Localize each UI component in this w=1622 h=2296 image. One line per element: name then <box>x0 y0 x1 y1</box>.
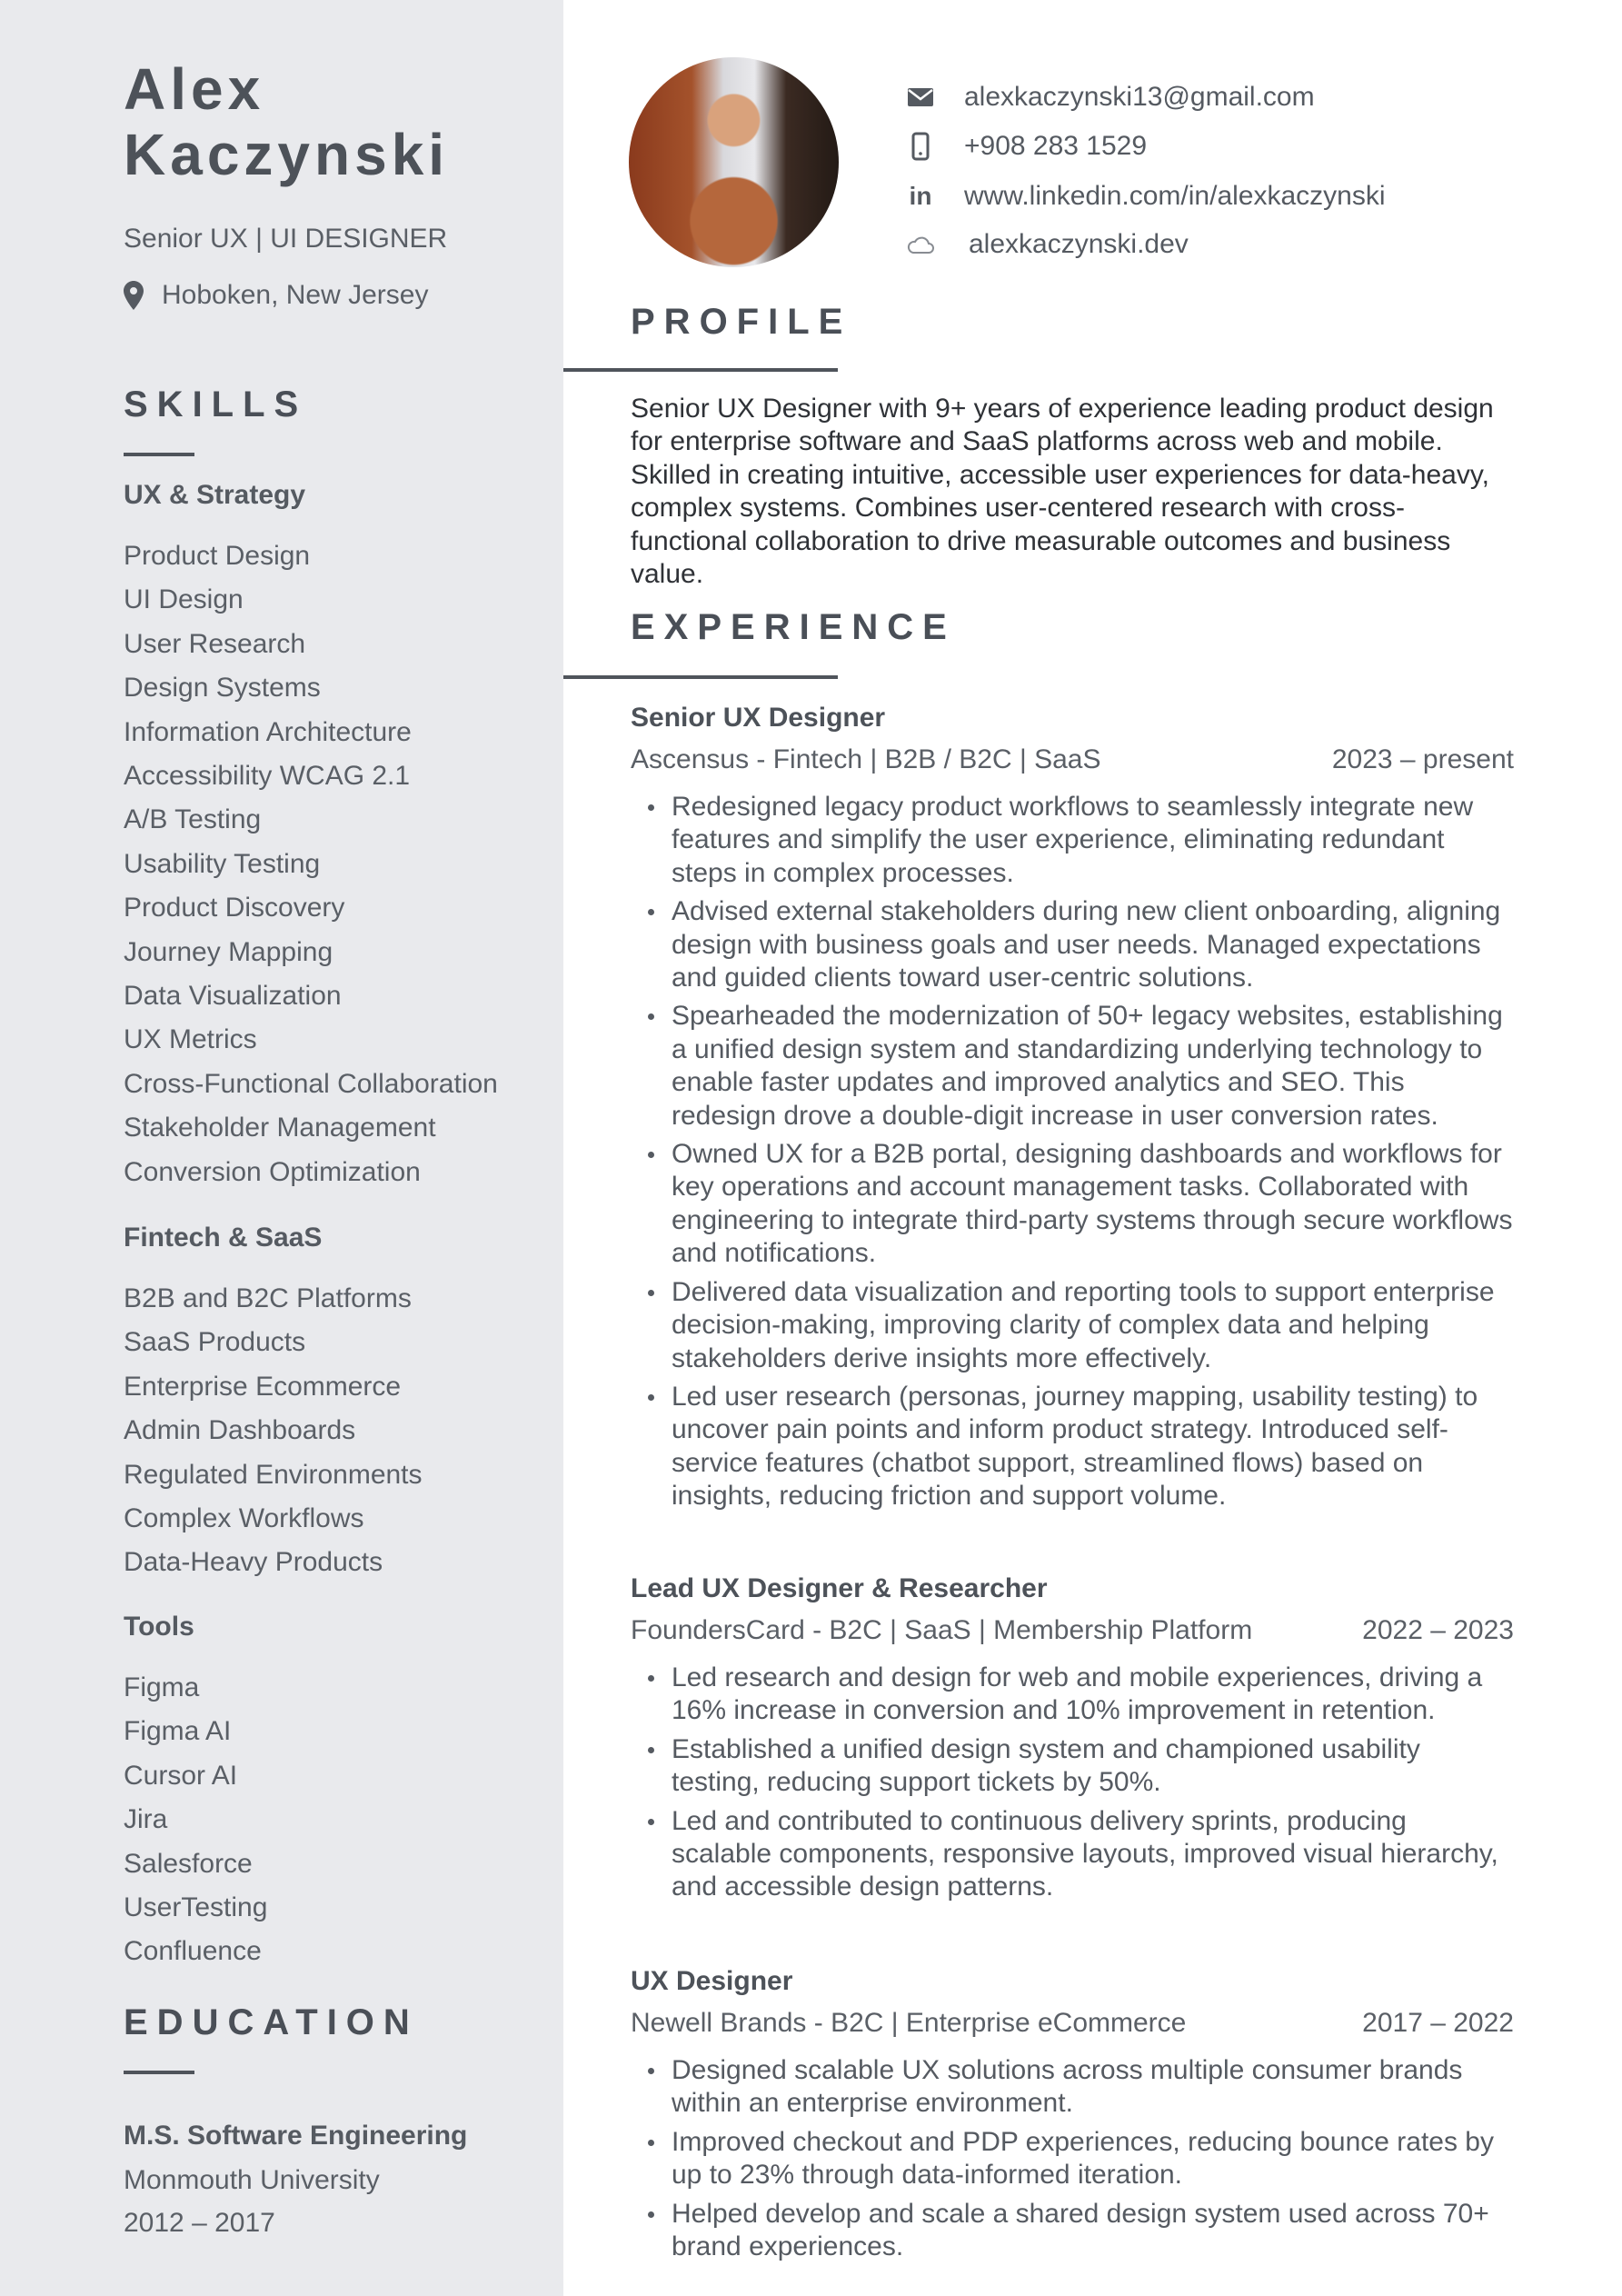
skill-item: UserTesting <box>124 1892 268 1923</box>
skill-item: Figma AI <box>124 1716 232 1747</box>
last-name: Kaczynski <box>124 122 450 187</box>
bullet-item: Redesigned legacy product workflows to seamlessly integrate new features and simplify the user experience, eliminating redundant steps in complex processes. <box>631 791 1514 890</box>
phone-text[interactable]: +908 283 1529 <box>964 131 1148 161</box>
envelope-icon <box>902 79 939 115</box>
education-heading: EDUCATION <box>124 2002 419 2042</box>
candidate-name <box>124 56 449 187</box>
job-bullets <box>631 2054 1517 2263</box>
skill-item: User Research <box>124 628 306 659</box>
job-dates: 2023 – present <box>1331 744 1514 774</box>
company: Ascensus - Fintech | B2B / B2C | SaaS <box>631 744 1101 774</box>
map-pin-icon <box>124 281 144 310</box>
cloud-icon <box>902 226 939 263</box>
contact-email[interactable] <box>902 79 1315 115</box>
job-title: UX Designer <box>631 1966 793 1996</box>
skill-item: Cross-Functional Collaboration <box>124 1068 498 1099</box>
bullet-item: Improved checkout and PDP experiences, reducing bounce rates by up to 23% through data-informed iteration. <box>631 2126 1514 2192</box>
skill-item: Information Architecture <box>124 716 412 747</box>
profile-heading: PROFILE <box>631 302 852 342</box>
divider <box>563 368 838 372</box>
skill-item: Jira <box>124 1804 168 1835</box>
bullet-item: Delivered data visualization and reporting tools to support enterprise decision-making, improving clarity of complex data and helping stakeholders derive insights more effectively. <box>631 1276 1514 1375</box>
email-text[interactable]: alexkaczynski13@gmail.com <box>964 82 1315 112</box>
skill-group-label: Fintech & SaaS <box>124 1223 323 1253</box>
skill-item: Product Discovery <box>124 893 345 923</box>
skill-item: Data-Heavy Products <box>124 1547 383 1578</box>
skill-item: Cursor AI <box>124 1760 238 1791</box>
contact-phone[interactable] <box>902 128 1147 165</box>
divider <box>563 675 838 679</box>
skill-item: Enterprise Ecommerce <box>124 1371 402 1402</box>
skill-item: Conversion Optimization <box>124 1156 421 1187</box>
skill-group-label: Tools <box>124 1612 194 1642</box>
job-headline: Senior UX | UI DESIGNER <box>124 224 448 254</box>
job-entry <box>631 1571 1517 1910</box>
job-entry <box>631 700 1517 1519</box>
contact-website[interactable] <box>902 226 1189 263</box>
skill-item: Salesforce <box>124 1848 253 1879</box>
skill-group-ux <box>124 474 498 1194</box>
bullet-item: Led user research (personas, journey mapping, usability testing) to uncover pain points and inform product strategy. Introduced self-service features (chatbot support, streamlined flows) based on insights, reducing friction and support volume. <box>631 1381 1514 1513</box>
job-meta <box>631 742 1514 778</box>
job-title: Lead UX Designer & Researcher <box>631 1573 1048 1603</box>
skill-item: Regulated Environments <box>124 1459 423 1490</box>
school: Monmouth University <box>124 2165 380 2195</box>
company: Newell Brands - B2C | Enterprise eCommerce <box>631 2008 1187 2038</box>
bullet-item: Advised external stakeholders during new client onboarding, aligning design with business goals and user needs. Managed expectations and guided clients toward user-centric solutions. <box>631 895 1514 994</box>
job-dates: 2017 – 2022 <box>1362 2008 1514 2038</box>
bullet-item: Designed scalable UX solutions across multiple consumer brands within an enterprise environment. <box>631 2054 1514 2121</box>
skill-item: Journey Mapping <box>124 936 333 967</box>
job-meta <box>631 1612 1514 1649</box>
skill-group-fintech <box>124 1216 423 1585</box>
profile-photo <box>629 57 839 267</box>
job-dates: 2022 – 2023 <box>1362 1615 1514 1645</box>
skill-item: Figma <box>124 1672 200 1702</box>
job-bullets <box>631 791 1517 1513</box>
company: FoundersCard - B2C | SaaS | Membership Platform <box>631 1615 1253 1645</box>
bullet-item: Spearheaded the modernization of 50+ legacy websites, establishing a unified design system and standardizing underlying technology to enable faster updates and improved analytics and SEO. This redesign drove a double-digit increase in user conversion rates. <box>631 1000 1514 1133</box>
divider <box>124 453 194 456</box>
bullet-item: Led research and design for web and mobile experiences, driving a 16% increase in conversion and 10% improvement in retention. <box>631 1662 1514 1728</box>
sidebar <box>0 0 563 2296</box>
skill-item: SaaS Products <box>124 1327 306 1358</box>
skill-item: A/B Testing <box>124 804 262 835</box>
phone-icon <box>902 128 939 165</box>
website-text[interactable]: alexkaczynski.dev <box>969 229 1189 259</box>
linkedin-icon: in <box>909 182 932 210</box>
contact-linkedin[interactable] <box>902 178 1386 215</box>
bullet-item: Led and contributed to continuous delivery sprints, producing scalable components, responsive layouts, improved visual hierarchy, and accessible design patterns. <box>631 1805 1514 1904</box>
experience-heading: EXPERIENCE <box>631 607 956 647</box>
divider <box>124 2071 194 2074</box>
bullet-item: Owned UX for a B2B portal, designing dashboards and workflows for key operations and account management tasks. Collaborated with engineering to integrate third-party systems through secure workflows and notifications. <box>631 1138 1514 1271</box>
skill-group-tools <box>124 1605 267 1974</box>
skill-item: Design Systems <box>124 673 321 704</box>
profile-summary: Senior UX Designer with 9+ years of experience leading product design for enterprise software and SaaS platforms across web and mobile. Skilled in creating intuitive, accessible user experiences for data-heavy, complex systems. Combines user-centered research with cross-functional collaboration to drive measurable outcomes and business value. <box>631 394 1494 590</box>
education-years: 2012 – 2017 <box>124 2208 275 2238</box>
skill-item: UI Design <box>124 584 244 615</box>
bullet-item: Helped develop and scale a shared design system used across 70+ brand experiences. <box>631 2198 1514 2264</box>
skill-item: Stakeholder Management <box>124 1113 436 1143</box>
skill-item: Confluence <box>124 1936 262 1967</box>
skill-item: Data Visualization <box>124 981 342 1012</box>
skill-item: Usability Testing <box>124 848 321 879</box>
job-title: Senior UX Designer <box>631 703 886 733</box>
skill-item: Product Design <box>124 541 311 571</box>
linkedin-text[interactable]: www.linkedin.com/in/alexkaczynski <box>964 181 1386 211</box>
bullet-item: Established a unified design system and championed usability testing, reducing support tickets by 50%. <box>631 1733 1514 1800</box>
skill-item: Complex Workflows <box>124 1503 364 1534</box>
first-name: Alex <box>124 56 265 122</box>
job-bullets <box>631 1662 1517 1904</box>
skill-item: B2B and B2C Platforms <box>124 1283 412 1313</box>
skill-item: UX Metrics <box>124 1024 257 1055</box>
location <box>124 278 428 313</box>
skills-heading: SKILLS <box>124 384 308 424</box>
skill-item: Accessibility WCAG 2.1 <box>124 761 411 792</box>
location-text: Hoboken, New Jersey <box>162 280 429 310</box>
skill-item: Admin Dashboards <box>124 1415 356 1446</box>
skill-group-label: UX & Strategy <box>124 480 306 510</box>
job-entry <box>631 1963 1517 2269</box>
job-meta <box>631 2005 1514 2041</box>
degree: M.S. Software Engineering <box>124 2121 468 2151</box>
